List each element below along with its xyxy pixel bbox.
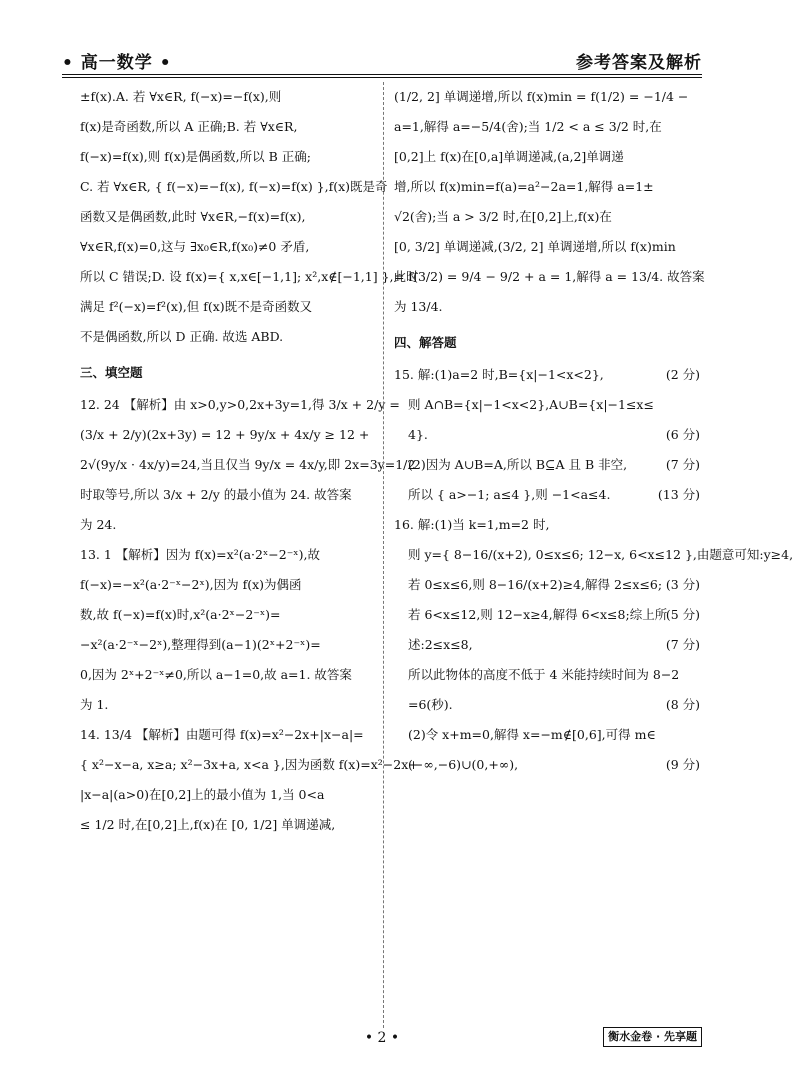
q16-text: (2)令 x+m=0,解得 x=−m∉[0,6],可得 m∈: [408, 727, 656, 742]
q12-line: 2√(9y/x · 4x/y)=24,当且仅当 9y/x = 4x/y,即 2x=3y=1/2: [80, 457, 416, 472]
score: (6 分): [665, 427, 700, 442]
q14-cont-line: 增,所以 f(x)min=f(a)=a²−2a=1,解得 a=1±: [394, 179, 654, 194]
q16-text: 若 6<x≤12,则 12−x≥4,解得 6<x≤8;综上所: [408, 607, 668, 622]
doc-title: 参考答案及解析: [576, 53, 702, 73]
q16-line: [394, 690, 700, 720]
score: (2 分): [665, 367, 700, 382]
score: (7 分): [665, 637, 700, 652]
q13-line: 0,因为 2ˣ+2⁻ˣ≠0,所以 a−1=0,故 a=1. 故答案: [80, 667, 352, 682]
subject-title: • 高一数学 •: [62, 53, 172, 73]
q13-line: −x²(a·2⁻ˣ−2ˣ),整理得到(a−1)(2ˣ+2⁻ˣ)=: [80, 637, 321, 652]
q14-line: { x²−x−a, x≥a; x²−3x+a, x<a },因为函数 f(x)=x²−2x+: [80, 757, 419, 772]
q15-line: [394, 480, 700, 510]
q16-line: [394, 750, 700, 780]
q13-line: 13. 1 【解析】因为 f(x)=x²(a·2ˣ−2⁻ˣ),故: [80, 547, 320, 562]
q16-text: 述:2≤x≤8,: [408, 637, 473, 652]
q14-cont-line: = f(3/2) = 9/4 − 9/2 + a = 1,解得 a = 13/4. 故答案: [394, 269, 705, 284]
q15-text: 4}.: [408, 427, 428, 442]
score: (9 分): [665, 757, 700, 772]
q14-cont-line: √2(舍);当 a > 3/2 时,在[0,2]上,f(x)在: [394, 209, 612, 224]
text-line: 所以 C 错误;D. 设 f(x)={ x,x∈[−1,1]; x²,x∉[−1,1] },此时: [80, 269, 419, 284]
q16-text: (−∞,−6)∪(0,+∞),: [408, 757, 519, 772]
q15-text: 15. 解:(1)a=2 时,B={x|−1<x<2},: [394, 367, 604, 382]
score: (8 分): [665, 697, 700, 712]
score: (13 分): [657, 487, 700, 502]
q16-line: [394, 660, 700, 690]
q12-line: (3/x + 2/y)(2x+3y) = 12 + 9y/x + 4x/y ≥ 12 +: [80, 427, 370, 442]
q14-cont-line: (1/2, 2] 单调递增,所以 f(x)min = f(1/2) = −1/4 −: [394, 89, 689, 104]
header-rule-thick: [62, 74, 702, 75]
q15-line: [394, 390, 700, 420]
text-line: ±f(x).A. 若 ∀x∈R, f(−x)=−f(x),则: [80, 89, 282, 104]
text-line: 满足 f²(−x)=f²(x),但 f(x)既不是奇函数又: [80, 299, 313, 314]
text-line: ∀x∈R,f(x)=0,这与 ∃x₀∈R,f(x₀)≠0 矛盾,: [80, 239, 310, 254]
q13-line: 数,故 f(−x)=f(x)时,x²(a·2ˣ−2⁻ˣ)=: [80, 607, 281, 622]
header-rule-thin: [62, 77, 702, 78]
q12-line: 时取等号,所以 3/x + 2/y 的最小值为 24. 故答案: [80, 487, 352, 502]
q13-line: 为 1.: [80, 697, 109, 712]
q16-line: [394, 510, 700, 540]
q15-line: [394, 420, 700, 450]
q16-text: 则 y={ 8−16/(x+2), 0≤x≤6; 12−x, 6<x≤12 },由题意可知:y≥4,: [408, 547, 793, 562]
score: (3 分): [665, 577, 700, 592]
brand-badge: 衡水金卷 · 先享题: [603, 1027, 702, 1047]
q16-text: 所以此物体的高度不低于 4 米能持续时间为 8−2: [408, 667, 680, 682]
text-line: 不是偶函数,所以 D 正确. 故选 ABD.: [80, 329, 284, 344]
page-header: [62, 44, 702, 74]
right-column: [394, 82, 793, 780]
section-heading-answer: 四、解答题: [394, 335, 457, 350]
score: (7 分): [665, 457, 700, 472]
q14-cont-line: [0,2]上 f(x)在[0,a]单调递减,(a,2]单调递: [394, 149, 624, 164]
q15-line: [394, 360, 700, 390]
q15-text: 所以 { a>−1; a≤4 },则 −1<a≤4.: [408, 487, 611, 502]
section-heading-fill: 三、填空题: [80, 365, 143, 380]
text-line: C. 若 ∀x∈R, { f(−x)=−f(x), f(−x)=f(x) },f(x)既是奇: [80, 179, 388, 194]
text-line: 函数又是偶函数,此时 ∀x∈R,−f(x)=f(x),: [80, 209, 306, 224]
q16-line: [394, 630, 700, 660]
q15-text: (2)因为 A∪B=A,所以 B⊆A 且 B 非空,: [408, 457, 628, 472]
q13-line: f(−x)=−x²(a·2⁻ˣ−2ˣ),因为 f(x)为偶函: [80, 577, 302, 592]
q16-text: 若 0≤x≤6,则 8−16/(x+2)≥4,解得 2≤x≤6;: [408, 577, 663, 592]
text-line: f(−x)=f(x),则 f(x)是偶函数,所以 B 正确;: [80, 149, 312, 164]
score: (5 分): [665, 607, 700, 622]
q15-text: 则 A∩B={x|−1<x<2},A∪B={x|−1≤x≤: [408, 397, 654, 412]
q14-cont-line: 为 13/4.: [394, 299, 443, 314]
q16-line: [394, 540, 793, 570]
q14-line: ≤ 1/2 时,在[0,2]上,f(x)在 [0, 1/2] 单调递减,: [80, 817, 336, 832]
q14-cont-line: [0, 3/2] 单调递减,(3/2, 2] 单调递增,所以 f(x)min: [394, 239, 676, 254]
page-number: • 2 •: [364, 1030, 400, 1046]
q12-line: 12. 24 【解析】由 x>0,y>0,2x+3y=1,得 3/x + 2/y =: [80, 397, 400, 412]
q16-text: =6(秒).: [408, 697, 453, 712]
q14-line: 14. 13/4 【解析】由题可得 f(x)=x²−2x+|x−a|=: [80, 727, 364, 742]
q16-line: [394, 600, 700, 630]
text-line: f(x)是奇函数,所以 A 正确;B. 若 ∀x∈R,: [80, 119, 298, 134]
q15-line: [394, 450, 700, 480]
q12-line: 为 24.: [80, 517, 117, 532]
column-divider: [383, 82, 384, 1028]
q14-line: |x−a|(a>0)在[0,2]上的最小值为 1,当 0<a: [80, 787, 325, 802]
q16-line: [394, 720, 700, 750]
q14-cont-line: a=1,解得 a=−5/4(舍);当 1/2 < a ≤ 3/2 时,在: [394, 119, 662, 134]
q16-text: 16. 解:(1)当 k=1,m=2 时,: [394, 517, 550, 532]
